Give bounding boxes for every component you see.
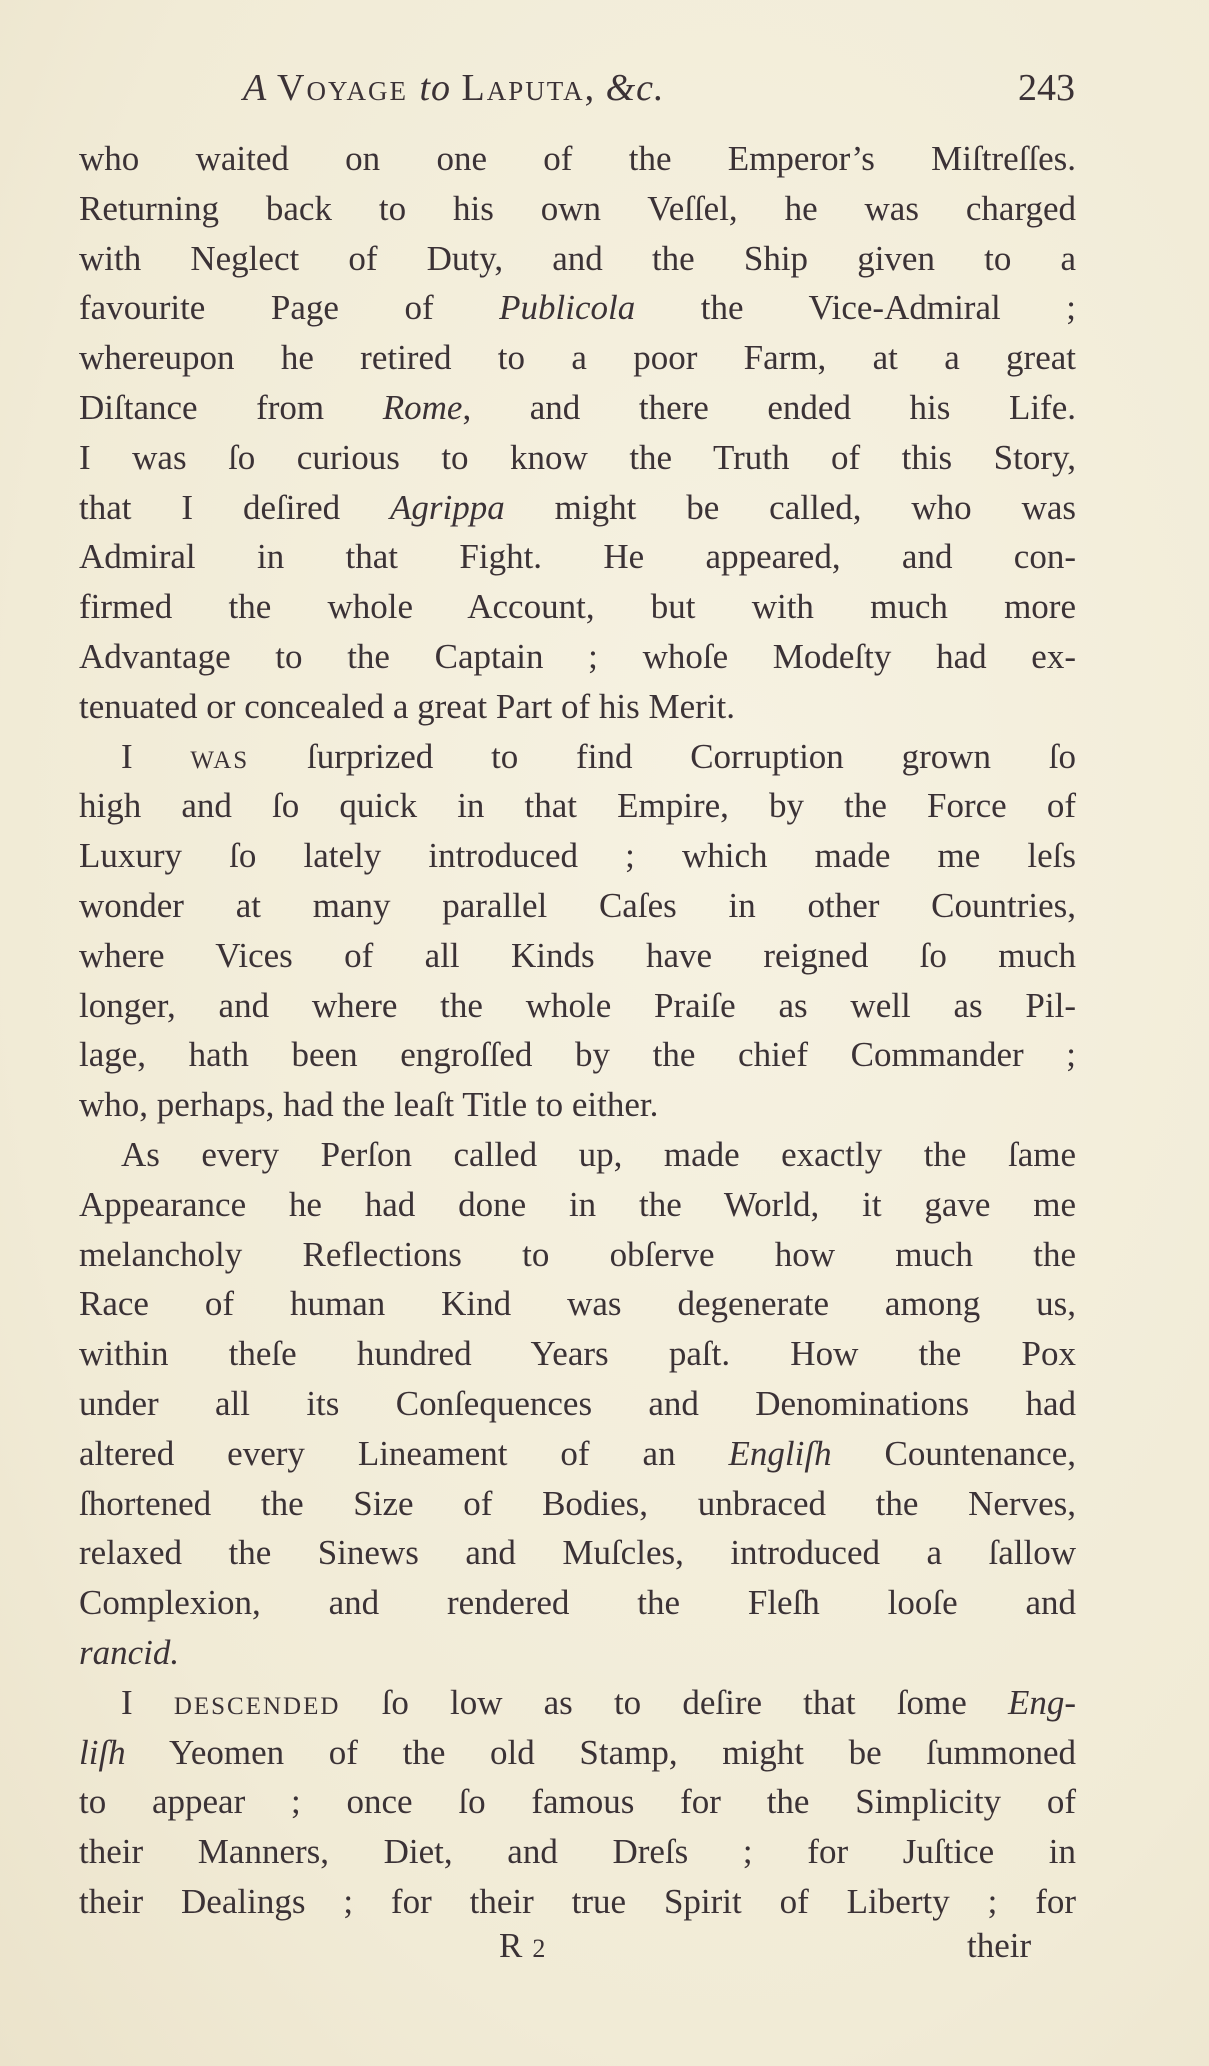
text-segment: altered every Lineament of an xyxy=(79,1433,729,1473)
signature-number: 2 xyxy=(532,1934,546,1963)
text-segment: Yeomen of the old Stamp, might be ſummoned xyxy=(125,1732,1076,1772)
text-line xyxy=(79,1777,1076,1827)
text-segment: longer, and where the whole Praiſe as well as Pil- xyxy=(79,985,1076,1025)
text-line xyxy=(79,881,1076,931)
text-segment: that I deſired xyxy=(79,487,391,527)
text-segment: the Vice-Admiral ; xyxy=(635,288,1076,328)
italic-text: Agrippa xyxy=(390,487,505,527)
text-line xyxy=(79,234,1076,284)
title-part: A xyxy=(243,67,278,109)
text-segment: Countenance, xyxy=(831,1433,1076,1473)
text-line xyxy=(79,1578,1076,1628)
text-line xyxy=(79,184,1076,234)
text-segment: Returning back to his own Veſſel, he was charged xyxy=(79,188,1076,228)
text-line xyxy=(79,283,1076,333)
text-line xyxy=(79,632,1076,682)
text-line xyxy=(79,1130,1076,1180)
text-line xyxy=(79,383,1076,433)
italic-text: rancid. xyxy=(79,1632,180,1672)
text-segment: Appearance he had done in the World, it gave me xyxy=(79,1184,1076,1224)
text-segment: As every Perſon called up, made exactly the ſame xyxy=(121,1134,1076,1174)
signature-mark xyxy=(499,1926,545,1966)
text-segment: high and ſo quick in that Empire, by the Force of xyxy=(79,786,1076,826)
text-segment: Complexion, and rendered the Fleſh looſe and xyxy=(79,1583,1076,1623)
title-part: to xyxy=(419,67,462,109)
text-segment: ſo low as to deſire that ſome xyxy=(340,1682,1008,1722)
text-line xyxy=(79,1827,1076,1877)
text-segment: I xyxy=(121,736,191,776)
text-segment: who waited on one of the Emperor’s Miſtreſſes. xyxy=(79,139,1076,178)
small-caps-text: was xyxy=(190,736,250,776)
text-line xyxy=(79,433,1076,483)
page-footer xyxy=(79,1926,1076,1976)
italic-text: Engliſh xyxy=(728,1433,832,1473)
text-line xyxy=(79,1030,1076,1080)
text-segment: might be called, who was xyxy=(504,487,1077,527)
text-line xyxy=(79,1479,1076,1529)
text-line xyxy=(79,1329,1076,1379)
text-line xyxy=(79,831,1076,881)
text-segment: Admiral in that Fight. He appeared, and con- xyxy=(79,537,1076,577)
text-line xyxy=(79,781,1076,831)
body-text xyxy=(79,134,1076,1927)
text-segment: their Dealings ; for their true Spirit of Liberty ; for xyxy=(79,1881,1076,1921)
text-line xyxy=(79,1877,1076,1927)
running-header xyxy=(243,66,1075,116)
title-part: Voyage xyxy=(277,67,420,109)
text-line xyxy=(79,1628,1076,1678)
text-segment: their Manners, Diet, and Dreſs ; for Juſtice in xyxy=(79,1832,1076,1872)
text-line xyxy=(79,732,1076,782)
italic-text: Publicola xyxy=(499,288,636,328)
text-line xyxy=(79,1230,1076,1280)
text-segment: Advantage to the Captain ; whoſe Modeſty had ex- xyxy=(79,636,1076,676)
text-segment: I xyxy=(121,1682,174,1722)
text-segment: Race of human Kind was degenerate among us, xyxy=(79,1284,1076,1324)
text-segment: tenuated or concealed a great Part of his Merit. xyxy=(79,686,735,726)
page-number: 243 xyxy=(1018,67,1075,109)
text-line xyxy=(79,582,1076,632)
text-line xyxy=(79,1180,1076,1230)
text-segment: lage, hath been engroſſed by the chief Commander ; xyxy=(79,1035,1076,1075)
text-segment: Diſtance from xyxy=(79,387,383,427)
text-segment: within theſe hundred Years paſt. How the Pox xyxy=(79,1334,1076,1374)
text-segment: firmed the whole Account, but with much more xyxy=(79,587,1076,627)
italic-text: liſh xyxy=(79,1732,126,1772)
catchword: their xyxy=(967,1926,1032,1965)
signature-letter: R xyxy=(499,1926,523,1965)
text-segment: wonder at many parallel Caſes in other Countries, xyxy=(79,885,1076,925)
text-segment: who, perhaps, had the leaſt Title to either. xyxy=(79,1085,659,1125)
text-line xyxy=(79,1429,1076,1479)
text-line xyxy=(79,1728,1076,1778)
title-part: Laputa xyxy=(461,67,585,109)
text-segment: whereupon he retired to a poor Farm, at a great xyxy=(79,338,1076,378)
text-line xyxy=(79,134,1076,184)
text-segment: ſurprized to find Corruption grown ſo xyxy=(249,736,1076,776)
text-line xyxy=(79,333,1076,383)
title-part: &c. xyxy=(605,67,665,109)
text-line xyxy=(79,682,1076,732)
text-line xyxy=(79,1279,1076,1329)
title-part: , xyxy=(584,67,606,109)
text-segment: ſhortened the Size of Bodies, unbraced the Nerves, xyxy=(79,1483,1076,1523)
text-segment: I was ſo curious to know the Truth of this Story, xyxy=(79,437,1076,477)
text-segment: with Neglect of Duty, and the Ship given to a xyxy=(79,238,1076,278)
text-line xyxy=(79,981,1076,1031)
italic-text: Rome xyxy=(382,387,463,427)
text-line xyxy=(79,1080,1076,1130)
text-segment: , and there ended his Life. xyxy=(462,387,1076,427)
text-line xyxy=(79,1528,1076,1578)
text-line xyxy=(79,1379,1076,1429)
text-line xyxy=(79,483,1076,533)
text-line xyxy=(79,1678,1076,1728)
small-caps-text: descended xyxy=(173,1682,341,1722)
text-segment: Luxury ſo lately introduced ; which made me leſs xyxy=(79,836,1076,876)
text-segment: under all its Conſequences and Denominations had xyxy=(79,1383,1076,1423)
text-line xyxy=(79,532,1076,582)
running-title xyxy=(243,66,665,110)
text-segment: to appear ; once ſo famous for the Simplicity of xyxy=(79,1782,1076,1822)
text-segment: favourite Page of xyxy=(79,288,500,328)
italic-text: Eng- xyxy=(1007,1682,1077,1722)
text-segment: relaxed the Sinews and Muſcles, introduced a ſallow xyxy=(79,1533,1076,1573)
text-segment: melancholy Reflections to obſerve how much the xyxy=(79,1234,1076,1274)
text-segment: where Vices of all Kinds have reigned ſo much xyxy=(79,935,1076,975)
text-line xyxy=(79,931,1076,981)
